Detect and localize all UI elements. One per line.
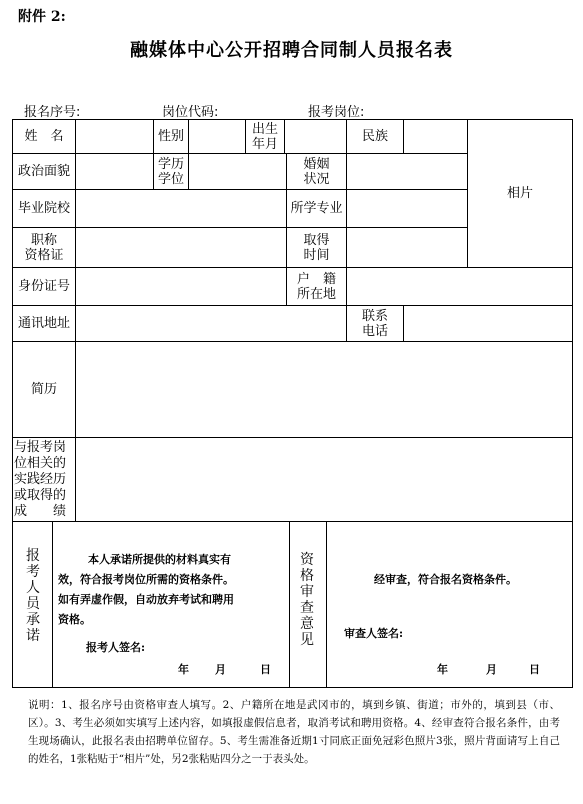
hukou-label	[287, 268, 346, 305]
birth-label-line2: 年月	[251, 136, 278, 152]
resume-field[interactable]	[76, 342, 572, 437]
experience-label-line1: 与报考岗	[14, 439, 67, 455]
phone-field[interactable]	[404, 306, 572, 341]
gender-label: 性别	[157, 129, 184, 144]
education-label	[154, 154, 188, 189]
marital-field[interactable]	[347, 154, 467, 189]
title-cert-field[interactable]	[76, 228, 286, 267]
experience-label-line4: 或取得的	[14, 487, 67, 503]
ethnicity-field[interactable]	[404, 120, 467, 153]
ethnicity-label: 民族	[361, 129, 388, 144]
review-date-day: 日	[529, 663, 540, 676]
pledge-line-2: 效，符合报考岗位所需的资格条件。	[58, 573, 234, 586]
political-status-label: 政治面貌	[17, 164, 70, 179]
education-label-line2: 学位	[157, 171, 184, 187]
pledge-line-1: 本人承诺所提供的材料真实有	[88, 553, 231, 566]
reviewer-signature-label: 审查人签名:	[344, 627, 404, 640]
pledge-date-year: 年	[178, 663, 189, 676]
photo-box[interactable]: 相片	[506, 186, 533, 201]
form-title: 融媒体中心公开招聘合同制人员报名表	[130, 40, 453, 61]
applicant-signature-label: 报考人签名:	[86, 641, 146, 654]
review-statement: 经审查，符合报名资格条件。	[374, 573, 517, 586]
education-field[interactable]	[189, 154, 286, 189]
birth-label-line1: 出生	[251, 121, 278, 137]
attachment-label: 附件 2:	[18, 9, 66, 25]
pledge-line-3: 如有弄虚作假，自动放弃考试和聘用	[58, 593, 234, 606]
title-cert-label-line2: 资格证	[24, 247, 64, 263]
address-field[interactable]	[76, 306, 346, 341]
pledge-date-month: 月	[215, 663, 226, 676]
obtain-time-label	[287, 228, 346, 267]
marital-label-line1: 婚姻	[303, 156, 330, 172]
birth-field[interactable]	[285, 120, 346, 153]
pledge-side-label: 报考人员承诺	[26, 548, 40, 644]
phone-label-line1: 联系	[361, 308, 388, 324]
gender-field[interactable]	[189, 120, 245, 153]
marital-label-line2: 状况	[303, 171, 330, 187]
major-field[interactable]	[347, 190, 467, 227]
resume-label: 简历	[30, 382, 57, 397]
name-field[interactable]	[76, 120, 153, 153]
major-label: 所学专业	[290, 201, 343, 216]
hukou-label-line2: 所在地	[296, 286, 336, 302]
experience-label-line5: 成 绩	[14, 503, 67, 519]
post-code-label: 岗位代码:	[162, 105, 219, 120]
birth-label	[246, 120, 284, 153]
pledge-date-day: 日	[260, 663, 271, 676]
marital-label	[287, 154, 346, 189]
experience-label-line2: 位相关的	[14, 455, 67, 471]
name-label: 姓 名	[24, 129, 64, 144]
obtain-time-label-line2: 时间	[303, 247, 330, 263]
experience-label	[13, 438, 75, 521]
hukou-field[interactable]	[347, 268, 572, 305]
address-label: 通讯地址	[17, 316, 70, 331]
phone-label-line2: 电话	[361, 323, 388, 339]
education-label-line1: 学历	[157, 156, 184, 172]
obtain-time-label-line1: 取得	[303, 232, 330, 248]
review-date-month: 月	[486, 663, 497, 676]
title-cert-label	[13, 228, 75, 267]
hukou-label-line1: 户 籍	[296, 271, 336, 287]
school-field[interactable]	[76, 190, 286, 227]
school-label: 毕业院校	[17, 201, 70, 216]
political-status-field[interactable]	[76, 154, 153, 189]
serial-number-label: 报名序号:	[24, 105, 81, 120]
phone-label	[347, 306, 403, 341]
applied-post-label: 报考岗位:	[308, 105, 365, 120]
review-side-label: 资格审查意见	[300, 552, 314, 648]
title-cert-label-line1: 职称	[30, 232, 57, 248]
review-date-year: 年	[437, 663, 448, 676]
id-number-label: 身份证号	[17, 279, 70, 294]
obtain-time-field[interactable]	[347, 228, 467, 267]
experience-field[interactable]	[76, 438, 572, 521]
experience-label-line3: 实践经历	[14, 471, 67, 487]
instructions-note: 说明：1、报名序号由资格审查人填写。2、户籍所在地是武冈市的，填到乡镇、街道；市外的，填到县（市、区）。3、考生必须如实填写上述内容，如填报虚假信息者，取消考试和聘用资格。4、经审查符合报名条件，由考生现场确认，此报名表由招聘单位留存。5、考生需准备近期1寸同底正面免冠彩色照片3张，照片背面请写上自己的姓名，1张粘贴于“相片”处，另2张粘贴四分之一于表头处。	[28, 699, 560, 765]
pledge-line-4: 资格。	[58, 613, 91, 626]
id-number-field[interactable]	[76, 268, 286, 305]
